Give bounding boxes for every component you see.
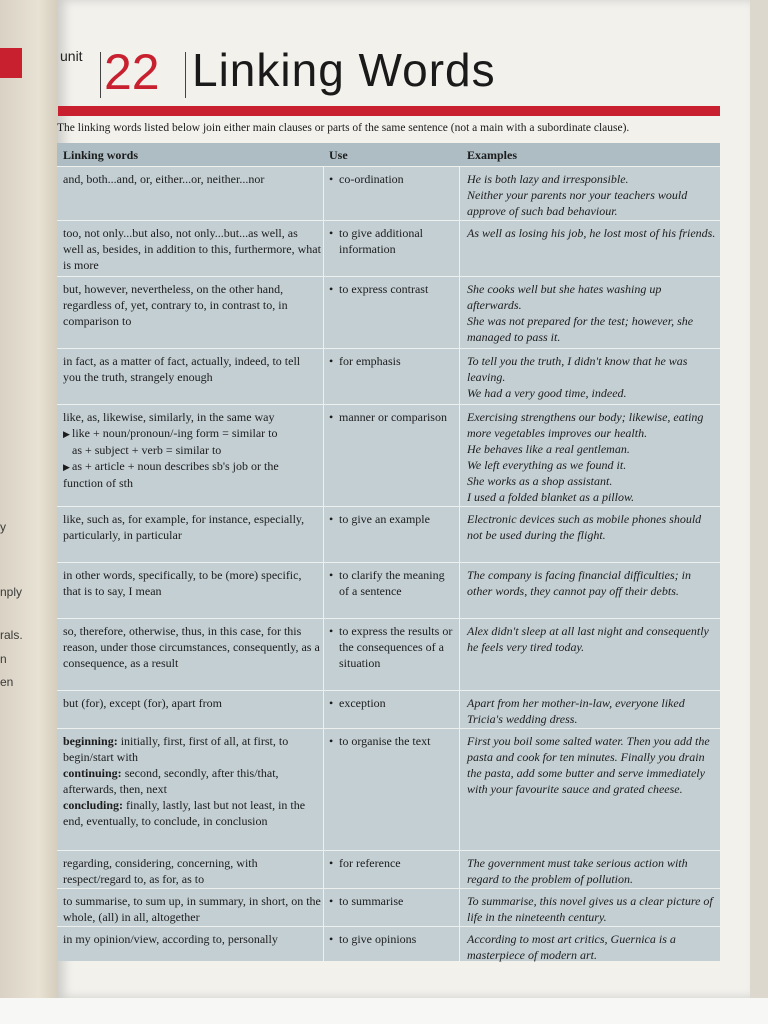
linking-words-cell (63, 733, 321, 829)
book-spine (0, 0, 64, 1000)
bullet-icon: • (329, 696, 334, 710)
use-cell: • for emphasis (329, 354, 401, 368)
use-cell: • to give opinions (329, 932, 417, 946)
table-row (57, 563, 720, 619)
use-cell: • to give an example (329, 512, 430, 526)
example-sentence: First you boil some salted water. Then you add the pasta and cook for ten minutes. Finally you drain the pasta, add some butter and serve immediately with your favourite sauce and grated cheese. (467, 734, 710, 796)
sequence-section: concluding: finally, lastly, last but not least, in the end, eventually, to conclude, in conclusion (63, 798, 306, 828)
sequence-section: beginning: initially, first, first of all, at first, to begin/start with (63, 734, 289, 764)
margin-fragment: y (0, 520, 6, 534)
example-sentence: Alex didn't sleep at all last night and consequently he feels very tired today. (467, 624, 709, 654)
bullet-icon: • (329, 410, 334, 424)
table-row (57, 691, 720, 729)
linking-words-cell: so, therefore, otherwise, thus, in this case, for this reason, under those circumstances, consequently, as a consequence, as a result (63, 624, 320, 670)
section-label: continuing: (63, 766, 122, 780)
examples-cell (467, 225, 717, 241)
examples-cell (467, 567, 717, 599)
column-header: Examples (467, 148, 518, 162)
page-edge (750, 0, 768, 1000)
use-cell: • to organise the text (329, 734, 431, 748)
linking-words-cell: and, both...and, or, either...or, neither...nor (63, 172, 265, 186)
section-label: concluding: (63, 798, 124, 812)
linking-words-cell: like, as, likewise, similarly, in the same way ▶ like + noun/pronoun/-ing form = similar to as + subject + verb = similar to ▶ as + article + noun describes sb's job or the function of sth (63, 409, 321, 491)
usage-note: ▶ like + noun/pronoun/-ing form = similar to (63, 426, 278, 440)
example-sentence: Exercising strengthens our body; likewise, eating more vegetables improves our health. (467, 410, 704, 440)
linking-words-cell: like, such as, for example, for instance, especially, particularly, in particular (63, 512, 305, 542)
unit-label: unit (60, 48, 83, 64)
linking-words-cell: regarding, considering, concerning, with respect/regard to, as for, as to (63, 856, 258, 886)
examples-cell (467, 931, 717, 963)
example-sentence: Apart from her mother-in-law, everyone liked Tricia's wedding dress. (467, 696, 685, 726)
example-sentence: The government must take serious action with regard to the problem of pollution. (467, 856, 688, 886)
scan-bottom-margin (0, 998, 768, 1024)
bullet-icon: • (329, 932, 334, 946)
use-cell: • to express the results or the consequences of a situation (329, 624, 453, 670)
use-cell: • manner or comparison (329, 410, 447, 424)
example-sentence: I used a folded blanket as a pillow. (467, 490, 635, 504)
use-cell: • to give additional information (329, 226, 423, 256)
linking-words-cell: in fact, as a matter of fact, actually, indeed, to tell you the truth, strangely enough (63, 354, 301, 384)
margin-fragment: n (0, 652, 7, 666)
example-sentence: She was not prepared for the test; however, she managed to pass it. (467, 314, 694, 344)
table-row (57, 167, 720, 221)
divider (185, 52, 186, 98)
table-row (57, 889, 720, 927)
use-cell: • co-ordination (329, 172, 404, 186)
use-cell: • exception (329, 696, 386, 710)
page-title: Linking Words (192, 44, 496, 96)
table-row (57, 277, 720, 349)
table-row (57, 221, 720, 277)
table-row (57, 507, 720, 563)
margin-fragment: nply (0, 585, 23, 599)
margin-fragment: rals. (0, 628, 23, 642)
examples-cell (467, 855, 717, 887)
margin-fragment: en (0, 675, 14, 689)
section-label: beginning: (63, 734, 118, 748)
usage-note: as + subject + verb = similar to (72, 443, 222, 457)
example-sentence: She cooks well but she hates washing up afterwards. (467, 282, 662, 312)
linking-words-table (57, 143, 720, 961)
title-underline-bar (58, 106, 720, 116)
examples-cell (467, 281, 717, 345)
use-cell: • to summarise (329, 894, 404, 908)
example-sentence: To tell you the truth, I didn't know that he was leaving. (467, 354, 688, 384)
bullet-icon: • (329, 856, 334, 870)
linking-words-cell: to summarise, to sum up, in summary, in short, on the whole, (all) in all, altogether (63, 894, 321, 924)
table-row (57, 349, 720, 405)
bullet-icon: • (329, 512, 334, 526)
bullet-icon: • (329, 568, 334, 582)
example-sentence: He behaves like a real gentleman. (467, 442, 630, 456)
bullet-icon: • (329, 172, 334, 186)
bullet-icon: • (329, 624, 334, 638)
table-row (57, 619, 720, 691)
examples-cell (467, 353, 717, 401)
example-sentence: To summarise, this novel gives us a clear picture of life in the nineteenth century. (467, 894, 713, 924)
example-sentence: We left everything as we found it. (467, 458, 627, 472)
red-tab-marker (0, 48, 22, 78)
example-sentence: She works as a shop assistant. (467, 474, 613, 488)
example-sentence: Electronic devices such as mobile phones should not be used during the flight. (467, 512, 702, 542)
linking-words-cell: but, however, nevertheless, on the other hand, regardless of, yet, contrary to, in contrast to, in comparison to (63, 282, 288, 328)
table-header-row (57, 143, 720, 167)
linking-words-cell: in my opinion/view, according to, personally (63, 932, 278, 946)
use-cell: • for reference (329, 856, 401, 870)
examples-cell (467, 171, 717, 219)
linking-words-cell: too, not only...but also, not only...but...as well, as well as, besides, in addition to this, furthermore, what is more (63, 226, 321, 272)
triangle-bullet-icon: ▶ (63, 429, 70, 439)
examples-cell (467, 733, 717, 797)
use-cell: • to clarify the meaning of a sentence (329, 568, 445, 598)
table-row (57, 927, 720, 961)
column-header: Use (329, 148, 348, 162)
usage-note: ▶ as + article + noun describes sb's job or the function of sth (63, 459, 279, 490)
examples-cell (467, 623, 717, 655)
unit-number: 22 (104, 44, 160, 100)
examples-cell (467, 893, 717, 925)
intro-text: The linking words listed below join either main clauses or parts of the same sentence (not a main with a subordinate clause). (57, 122, 630, 134)
linking-words-cell: but (for), except (for), apart from (63, 696, 222, 710)
bullet-icon: • (329, 282, 334, 296)
table-row (57, 851, 720, 889)
examples-cell (467, 409, 717, 505)
example-sentence: As well as losing his job, he lost most of his friends. (467, 226, 716, 240)
sequence-section: continuing: second, secondly, after this/that, afterwards, then, next (63, 766, 279, 796)
bullet-icon: • (329, 226, 334, 240)
table-row (57, 729, 720, 851)
divider (100, 52, 101, 98)
example-sentence: Neither your parents nor your teachers would approve of such bad behaviour. (467, 188, 688, 218)
example-sentence: The company is facing financial difficulties; in other words, they cannot pay off their debts. (467, 568, 691, 598)
examples-cell (467, 695, 717, 727)
examples-cell (467, 511, 717, 543)
triangle-bullet-icon: ▶ (63, 462, 70, 472)
bullet-icon: • (329, 354, 334, 368)
example-sentence: He is both lazy and irresponsible. (467, 172, 629, 186)
use-cell: • to express contrast (329, 282, 429, 296)
table-row (57, 405, 720, 507)
bullet-icon: • (329, 894, 334, 908)
bullet-icon: • (329, 734, 334, 748)
example-sentence: We had a very good time, indeed. (467, 386, 627, 400)
linking-words-cell: in other words, specifically, to be (more) specific, that is to say, I mean (63, 568, 302, 598)
example-sentence: According to most art critics, Guernica is a masterpiece of modern art. (467, 932, 676, 962)
column-header: Linking words (63, 148, 139, 162)
